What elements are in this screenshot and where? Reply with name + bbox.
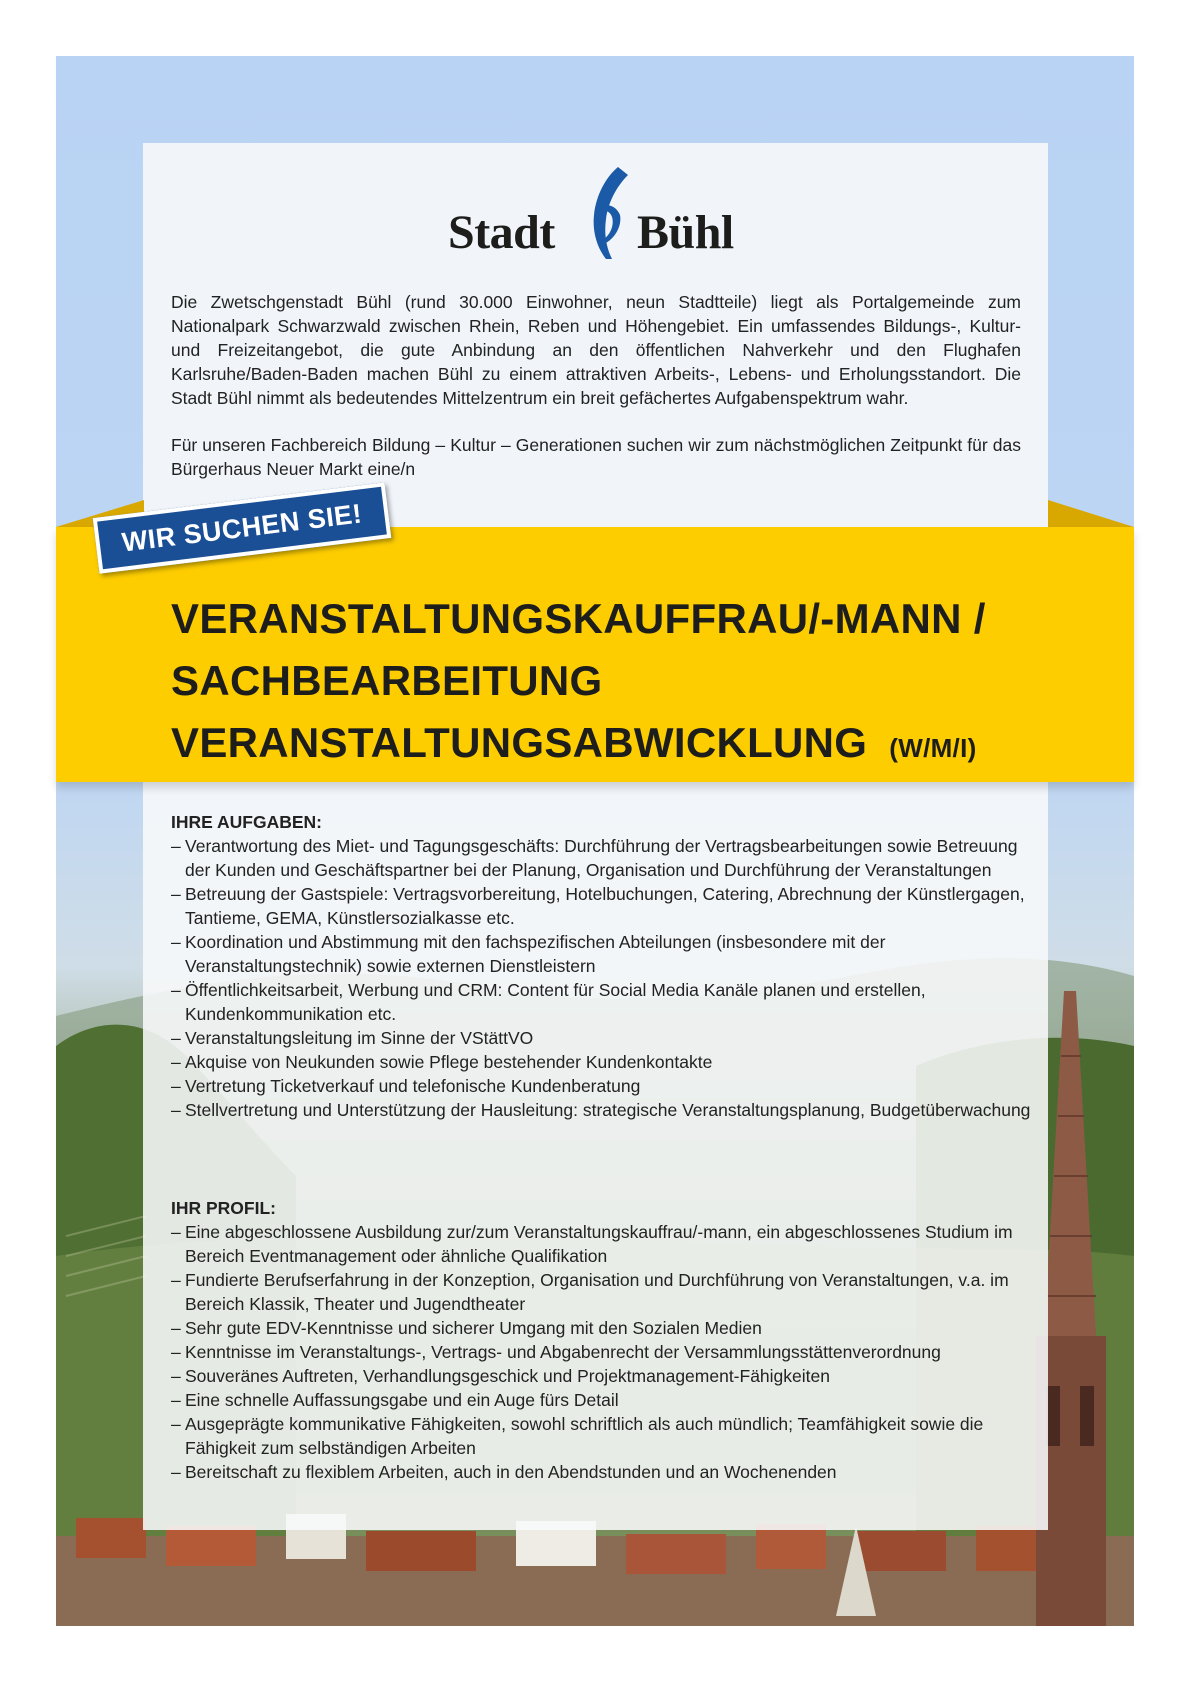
list-item: – Souveränes Auftreten, Verhandlungsgeschick und Projektmanagement-Fähigkeiten xyxy=(171,1364,1031,1388)
intro-paragraph-2: Für unseren Fachbereich Bildung – Kultur – Generationen suchen wir zum nächstmöglichen Zeitpunkt für das Bürgerhaus Neuer Markt eine/n xyxy=(171,435,1021,479)
job-title-line-3 xyxy=(171,712,1121,779)
banner-fold-right xyxy=(1048,500,1134,530)
list-item: – Sehr gute EDV-Kenntnisse und sicherer Umgang mit den Sozialen Medien xyxy=(171,1316,1031,1340)
list-item: – Veranstaltungsleitung im Sinne der VStättVO xyxy=(171,1026,1031,1050)
logo-word-stadt: Stadt xyxy=(448,206,555,259)
stadt-buehl-logo xyxy=(448,163,748,263)
list-item: – Stellvertretung und Unterstützung der Hausleitung: strategische Veranstaltungsplanung, Budgetüberwachung xyxy=(171,1098,1031,1122)
profile-section xyxy=(171,1196,1031,1484)
profile-heading: IHR PROFIL: xyxy=(171,1198,276,1218)
logo-mark-icon xyxy=(576,163,636,263)
list-item: – Kenntnisse im Veranstaltungs-, Vertrags- und Abgabenrecht der Versammlungsstättenverordnung xyxy=(171,1340,1031,1364)
job-title-line-3-text: VERANSTALTUNGSABWICKLUNG xyxy=(171,719,868,766)
profile-list xyxy=(171,1220,1031,1484)
intro-paragraph-1: Die Zwetschgenstadt Bühl (rund 30.000 Einwohner, neun Stadtteile) liegt als Portalgemeinde zum Nationalpark Schwarzwald zwischen Rhein, Reben und Höhengebiet. Ein umfassendes Bildungs-, Kultur- und Freizeitangebot, die gute Anbindung an den öffentlichen Nahverkehr und den Flughafen Karlsruhe/Baden-Baden machen Bühl zu einem attraktiven Arbeits-, Lebens- und Erholungsstandort. Die Stadt Bühl nimmt als bedeutendes Mittelzentrum ein breit gefächertes Aufgabenspektrum wahr. xyxy=(171,292,1021,408)
intro-text xyxy=(171,290,1021,504)
we-are-looking-stamp: WIR SUCHEN SIE! xyxy=(93,482,392,573)
list-item: – Akquise von Neukunden sowie Pflege bestehender Kundenkontakte xyxy=(171,1050,1031,1074)
list-item: – Fundierte Berufserfahrung in der Konzeption, Organisation und Durchführung von Veranstaltungen, v.a. im Bereich Klassik, Theater und Jugendtheater xyxy=(171,1268,1031,1316)
list-item: – Koordination und Abstimmung mit den fachspezifischen Abteilungen (insbesondere mit der Veranstaltungstechnik) sowie externen Dienstleistern xyxy=(171,930,1031,978)
logo-word-buehl: Bühl xyxy=(637,206,734,259)
job-title-line-2: SACHBEARBEITUNG xyxy=(171,657,603,704)
job-title-line-1: VERANSTALTUNGSKAUFFRAU/-MANN / xyxy=(171,595,986,642)
tasks-heading: IHRE AUFGABEN: xyxy=(171,812,323,832)
tasks-list xyxy=(171,834,1031,1122)
list-item: – Bereitschaft zu flexiblem Arbeiten, auch in den Abendstunden und an Wochenenden xyxy=(171,1460,1031,1484)
list-item: – Vertretung Ticketverkauf und telefonische Kundenberatung xyxy=(171,1074,1031,1098)
list-item: – Verantwortung des Miet- und Tagungsgeschäfts: Durchführung der Vertragsbearbeitungen sowie Betreuung der Kunden und Geschäftspartner bei der Planung, Organisation und Durchführung der Veranstaltungen xyxy=(171,834,1031,882)
gender-suffix: (W/M/I) xyxy=(889,733,977,763)
tasks-section xyxy=(171,810,1031,1122)
list-item: – Betreuung der Gastspiele: Vertragsvorbereitung, Hotelbuchungen, Catering, Abrechnung der Künstlergagen, Tantieme, GEMA, Künstlersozialkasse etc. xyxy=(171,882,1031,930)
list-item: – Ausgeprägte kommunikative Fähigkeiten, sowohl schriftlich als auch mündlich; Teamfähigkeit sowie die Fähigkeit zum selbständigen Arbeiten xyxy=(171,1412,1031,1460)
list-item: – Öffentlichkeitsarbeit, Werbung und CRM: Content für Social Media Kanäle planen und erstellen, Kundenkommunikation etc. xyxy=(171,978,1031,1026)
list-item: – Eine abgeschlossene Ausbildung zur/zum Veranstaltungskauffrau/-mann, ein abgeschlossenes Studium im Bereich Eventmanagement oder ähnliche Qualifikation xyxy=(171,1220,1031,1268)
list-item: – Eine schnelle Auffassungsgabe und ein Auge fürs Detail xyxy=(171,1388,1031,1412)
job-title xyxy=(171,588,1121,779)
